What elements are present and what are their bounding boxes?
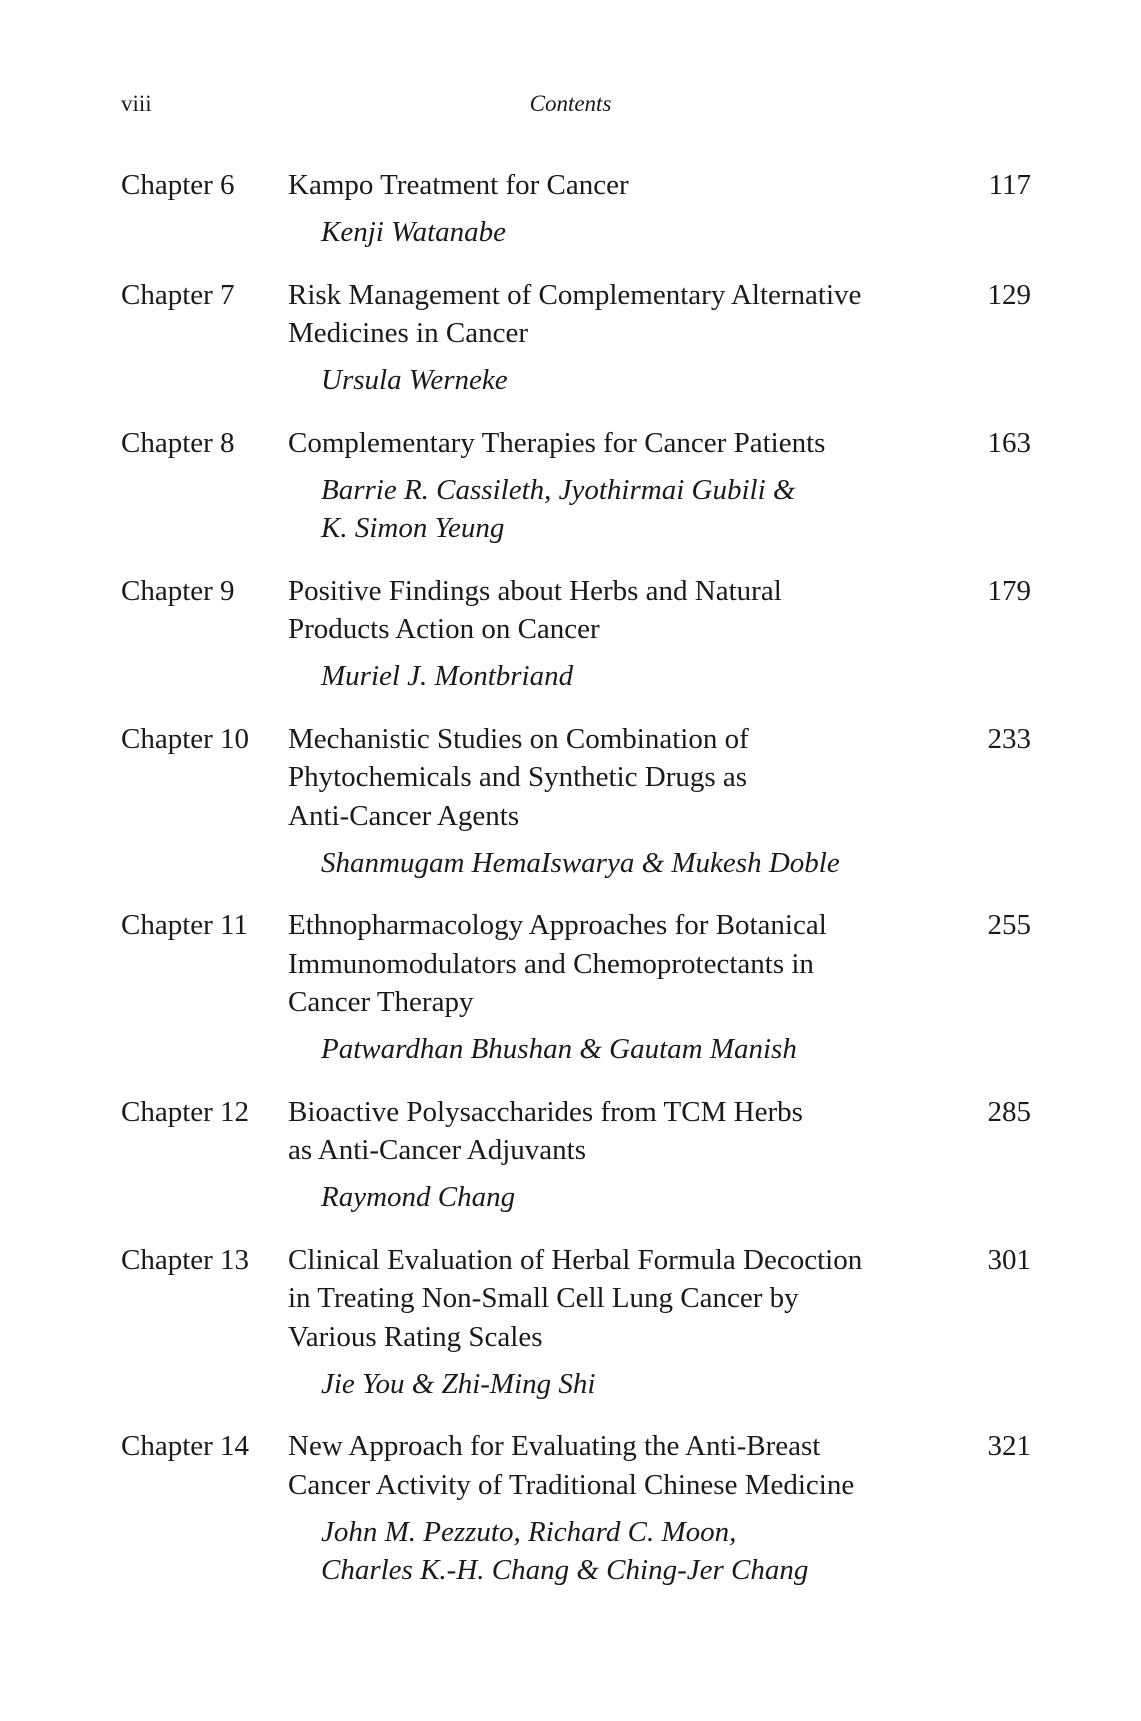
page-number: viii xyxy=(121,91,152,116)
chapter-title-line: Positive Findings about Herbs and Natural xyxy=(288,574,782,607)
chapter-label: Chapter 9 xyxy=(121,574,235,607)
toc-entry[interactable] xyxy=(121,720,1031,883)
author-line: Barrie R. Cassileth, Jyothirmai Gubili & xyxy=(321,473,796,506)
chapter-label: Chapter 11 xyxy=(121,909,248,941)
page-number-ref[interactable]: 117 xyxy=(988,169,1031,201)
author-line: K. Simon Yeung xyxy=(321,512,505,544)
toc-entry[interactable] xyxy=(121,1093,1031,1217)
chapter-label: Chapter 8 xyxy=(121,426,235,459)
chapter-title[interactable] xyxy=(288,906,1031,1022)
page-number-ref[interactable]: 255 xyxy=(987,909,1031,941)
chapter-title-line: Mechanistic Studies on Combination of xyxy=(288,722,749,755)
chapter-authors xyxy=(321,657,1031,696)
chapter-label: Chapter 12 xyxy=(121,1095,250,1128)
chapter-title[interactable] xyxy=(288,572,1031,649)
chapter-title-line: Cancer Therapy xyxy=(288,986,474,1018)
author-line: John M. Pezzuto, Richard C. Moon, xyxy=(321,1515,737,1548)
chapter-title-line: in Treating Non-Small Cell Lung Cancer by xyxy=(288,1282,799,1314)
toc-entry[interactable] xyxy=(121,1427,1031,1590)
chapter-authors xyxy=(321,1030,1031,1069)
chapter-title-line: Complementary Therapies for Cancer Patients xyxy=(288,426,826,459)
chapter-title[interactable] xyxy=(288,166,1031,205)
chapter-title[interactable] xyxy=(288,720,1031,836)
chapter-authors xyxy=(321,471,1031,548)
chapter-label: Chapter 7 xyxy=(121,278,235,311)
chapter-title-line: Medicines in Cancer xyxy=(288,317,528,349)
chapter-title-line: Risk Management of Complementary Alternative xyxy=(288,278,862,311)
toc-entry[interactable] xyxy=(121,906,1031,1069)
chapter-title-line: Bioactive Polysaccharides from TCM Herbs xyxy=(288,1095,803,1128)
chapter-title-line: New Approach for Evaluating the Anti-Breast xyxy=(288,1430,821,1462)
author-line: Raymond Chang xyxy=(321,1181,516,1213)
page-number-ref[interactable]: 321 xyxy=(987,1430,1031,1462)
chapter-title-line: Cancer Activity of Traditional Chinese Medicine xyxy=(288,1468,855,1501)
chapter-authors xyxy=(321,361,1031,400)
toc-entry[interactable] xyxy=(121,424,1031,548)
chapter-title-line: Kampo Treatment for Cancer xyxy=(288,169,629,201)
author-line: Kenji Watanabe xyxy=(321,216,507,248)
page-number-ref[interactable]: 163 xyxy=(987,426,1031,459)
author-line: Jie You & Zhi-Ming Shi xyxy=(321,1367,596,1400)
chapter-title-line: Various Rating Scales xyxy=(288,1320,543,1353)
toc-entry[interactable] xyxy=(121,166,1031,252)
chapter-title[interactable] xyxy=(288,1427,1031,1504)
chapter-title[interactable] xyxy=(288,424,1031,463)
toc-entry[interactable] xyxy=(121,1241,1031,1404)
chapter-title-line: Ethnopharmacology Approaches for Botanical xyxy=(288,909,827,941)
chapter-authors xyxy=(321,844,1031,883)
author-line: Ursula Werneke xyxy=(321,364,508,396)
page-number-ref[interactable]: 285 xyxy=(987,1095,1031,1128)
chapter-title-line: Products Action on Cancer xyxy=(288,613,600,645)
page-number-ref[interactable]: 301 xyxy=(987,1243,1031,1276)
chapter-label: Chapter 10 xyxy=(121,722,250,755)
chapter-label: Chapter 13 xyxy=(121,1243,250,1276)
chapter-title-line: Immunomodulators and Chemoprotectants in xyxy=(288,947,814,980)
toc-entry[interactable] xyxy=(121,276,1031,400)
table-of-contents xyxy=(121,166,1031,1614)
author-line: Patwardhan Bhushan & Gautam Manish xyxy=(321,1033,797,1065)
running-title: Contents xyxy=(529,91,612,116)
chapter-title-line: Anti-Cancer Agents xyxy=(288,799,520,832)
chapter-title-line: Phytochemicals and Synthetic Drugs as xyxy=(288,761,748,793)
chapter-authors xyxy=(321,1178,1031,1217)
chapter-label: Chapter 6 xyxy=(121,169,235,201)
author-line: Charles K.-H. Chang & Ching-Jer Chang xyxy=(321,1554,809,1586)
author-line: Shanmugam HemaIswarya & Mukesh Doble xyxy=(321,846,840,879)
toc-entry[interactable] xyxy=(121,572,1031,696)
chapter-authors xyxy=(321,1365,1031,1404)
chapter-title[interactable] xyxy=(288,1093,1031,1170)
chapter-title-line: Clinical Evaluation of Herbal Formula Decoction xyxy=(288,1243,863,1276)
chapter-title[interactable] xyxy=(288,276,1031,353)
chapter-authors xyxy=(321,1513,1031,1590)
chapter-authors xyxy=(321,213,1031,252)
page-number-ref[interactable]: 179 xyxy=(987,574,1031,607)
chapter-title-line: as Anti-Cancer Adjuvants xyxy=(288,1134,587,1166)
author-line: Muriel J. Montbriand xyxy=(321,660,574,692)
chapter-title[interactable] xyxy=(288,1241,1031,1357)
chapter-label: Chapter 14 xyxy=(121,1430,250,1462)
page-number-ref[interactable]: 233 xyxy=(987,722,1031,755)
page-number-ref[interactable]: 129 xyxy=(987,278,1031,311)
